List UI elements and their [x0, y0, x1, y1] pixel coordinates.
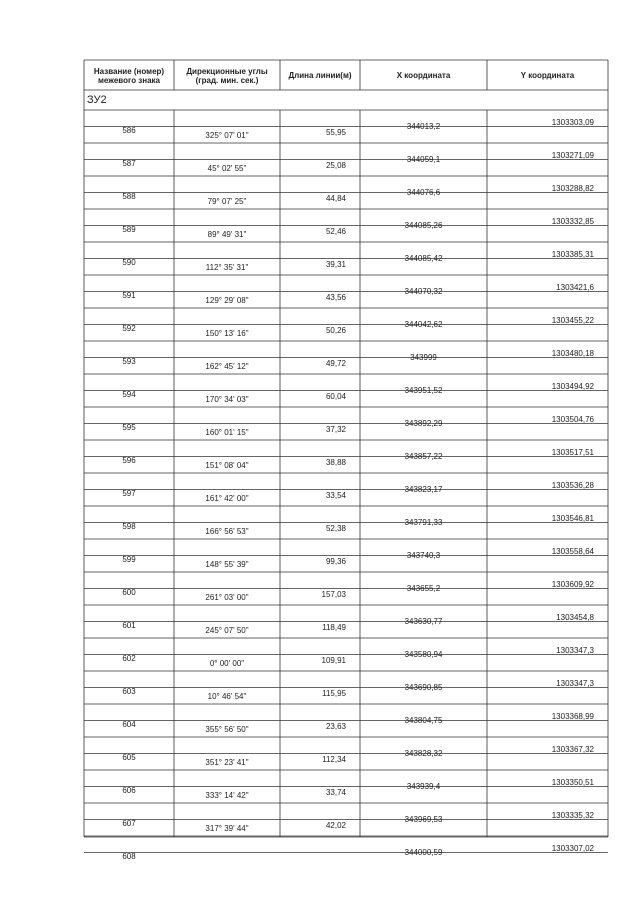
segment-length-cell: 39,31: [325, 259, 346, 269]
point-name-cell: 602: [122, 654, 136, 663]
point-y-cell: 1303494,92: [551, 382, 594, 391]
point-y-cell: 1303347,3: [556, 646, 594, 655]
point-x-cell: 344085,26: [404, 221, 443, 230]
segment-length-cell: 50,26: [325, 325, 346, 335]
segment-length-cell: 44,84: [325, 193, 346, 203]
segment-angle-cell: 89° 49' 31": [207, 229, 247, 239]
point-y-cell: 1303350,51: [551, 778, 594, 787]
point-x-cell: 343791,33: [404, 518, 443, 527]
point-name-cell: 600: [122, 588, 136, 597]
segment-length-cell: 52,46: [325, 226, 346, 236]
section-label: ЗУ2: [87, 94, 107, 106]
point-y-cell: 1303307,02: [551, 844, 594, 853]
point-x-cell: 343951,52: [404, 386, 443, 395]
point-x-cell: 344059,1: [406, 155, 441, 164]
point-name-cell: 591: [122, 291, 136, 300]
point-name-cell: 596: [122, 456, 136, 465]
segment-length-cell: 33,74: [325, 787, 346, 797]
segment-angle-cell: 151° 08' 04": [205, 460, 249, 470]
point-y-cell: 1303517,51: [551, 448, 594, 457]
segment-length-cell: 118,49: [322, 622, 346, 632]
point-x-cell: 343892,29: [404, 419, 443, 428]
point-name-cell: 599: [122, 555, 136, 564]
point-y-cell: 1303504,76: [551, 415, 594, 424]
header-name: Название (номер) межевого знака: [93, 67, 165, 86]
point-name-cell: 607: [122, 819, 136, 828]
point-y-cell: 1303454,8: [556, 613, 594, 622]
point-x-cell: 344000,59: [404, 848, 443, 857]
segment-length-cell: 33,54: [325, 490, 346, 500]
point-y-cell: 1303421,6: [556, 283, 594, 292]
segment-length-cell: 99,36: [325, 556, 346, 566]
point-x-cell: 344070,32: [404, 287, 443, 296]
point-x-cell: 343580,94: [404, 650, 443, 659]
point-name-cell: 601: [122, 621, 136, 630]
point-y-cell: 1303609,92: [551, 580, 594, 589]
segment-length-cell: 52,38: [325, 523, 346, 533]
segment-length-cell: 60,04: [325, 391, 346, 401]
segment-length-cell: 115,95: [322, 688, 346, 698]
point-y-cell: 1303288,82: [551, 184, 594, 193]
segment-length-cell: 55,95: [325, 127, 346, 137]
point-x-cell: 343857,22: [404, 452, 443, 461]
point-x-cell: 343690,85: [404, 683, 443, 692]
point-y-cell: 1303480,18: [551, 349, 594, 358]
point-name-cell: 606: [122, 786, 136, 795]
point-x-cell: 343804,75: [404, 716, 443, 725]
point-name-cell: 605: [122, 753, 136, 762]
header-length: Длина линии(м): [288, 71, 352, 80]
segment-angle-cell: 79° 07' 25": [207, 196, 247, 206]
point-x-cell: 343740,3: [406, 551, 441, 560]
segment-length-cell: 38,88: [325, 457, 346, 467]
segment-angle-cell: 0° 00' 00": [209, 658, 245, 668]
segment-length-cell: 23,63: [325, 721, 346, 731]
header-x: X координата: [396, 71, 451, 80]
point-y-cell: 1303455,22: [551, 316, 594, 325]
header-angle: Дирекционные углы (град. мин. сек.): [186, 67, 268, 86]
point-name-cell: 608: [122, 852, 136, 861]
point-name-cell: 589: [122, 225, 136, 234]
segment-angle-cell: 325° 07' 01": [205, 130, 249, 140]
point-y-cell: 1303271,09: [551, 151, 594, 160]
segment-angle-cell: 166° 56' 53": [205, 526, 249, 536]
point-y-cell: 1303536,28: [551, 481, 594, 490]
segment-angle-cell: 45° 02' 55": [207, 163, 247, 173]
segment-angle-cell: 161° 42' 00": [205, 493, 249, 503]
segment-length-cell: 37,32: [325, 424, 346, 434]
segment-angle-cell: 160° 01' 15": [205, 427, 249, 437]
point-name-cell: 592: [122, 324, 136, 333]
point-name-cell: 594: [122, 390, 136, 399]
segment-length-cell: 25,08: [325, 160, 346, 170]
segment-angle-cell: 355° 56' 50": [205, 724, 249, 734]
segment-length-cell: 112,34: [322, 754, 346, 764]
point-y-cell: 1303367,32: [551, 745, 594, 754]
segment-angle-cell: 170° 34' 03": [205, 394, 249, 404]
point-x-cell: 344076,6: [406, 188, 441, 197]
point-name-cell: 588: [122, 192, 136, 201]
segment-angle-cell: 112° 35' 31": [205, 262, 249, 272]
point-y-cell: 1303347,3: [556, 679, 594, 688]
point-name-cell: 595: [122, 423, 136, 432]
segment-length-cell: 49,72: [325, 358, 346, 368]
point-x-cell: 343655,2: [406, 584, 441, 593]
segment-angle-cell: 333° 14' 42": [205, 790, 249, 800]
segment-angle-cell: 150° 13' 16": [205, 328, 249, 338]
point-x-cell: 344013,2: [406, 122, 441, 131]
point-name-cell: 593: [122, 357, 136, 366]
point-x-cell: 344042,62: [404, 320, 443, 329]
segment-angle-cell: 10° 46' 54": [207, 691, 247, 701]
point-name-cell: 586: [122, 126, 136, 135]
segment-length-cell: 109,91: [321, 655, 346, 665]
header-y: Y координата: [520, 71, 575, 80]
segment-angle-cell: 162° 45' 12": [205, 361, 249, 371]
point-x-cell: 344085,42: [404, 254, 443, 263]
segment-angle-cell: 261° 03' 00": [205, 592, 249, 602]
segment-length-cell: 157,03: [321, 589, 346, 599]
point-name-cell: 597: [122, 489, 136, 498]
point-name-cell: 603: [122, 687, 136, 696]
point-y-cell: 1303558,64: [551, 547, 594, 556]
point-name-cell: 604: [122, 720, 136, 729]
segment-angle-cell: 317° 39' 44": [205, 823, 249, 833]
point-x-cell: 343823,17: [404, 485, 443, 494]
segment-length-cell: 42,02: [325, 820, 346, 830]
point-x-cell: 343939,4: [406, 782, 441, 791]
point-y-cell: 1303546,81: [551, 514, 594, 523]
segment-angle-cell: 351° 23' 41": [205, 757, 249, 767]
segment-angle-cell: 245° 07' 50": [205, 625, 249, 635]
segment-angle-cell: 129° 29' 08": [205, 295, 249, 305]
point-y-cell: 1303335,32: [551, 811, 594, 820]
point-y-cell: 1303303,09: [551, 118, 594, 127]
point-name-cell: 590: [122, 258, 136, 267]
point-x-cell: 343828,32: [404, 749, 443, 758]
point-y-cell: 1303332,85: [551, 217, 594, 226]
point-x-cell: 343630,77: [404, 617, 443, 626]
point-x-cell: 343969,53: [404, 815, 443, 824]
coordinates-table: [84, 60, 608, 861]
point-name-cell: 587: [122, 159, 136, 168]
segment-length-cell: 43,56: [325, 292, 346, 302]
segment-angle-cell: 148° 55' 39": [205, 559, 249, 569]
point-name-cell: 598: [122, 522, 136, 531]
point-y-cell: 1303385,31: [551, 250, 594, 259]
point-x-cell: 343999: [410, 353, 437, 362]
point-y-cell: 1303368,99: [551, 712, 594, 721]
